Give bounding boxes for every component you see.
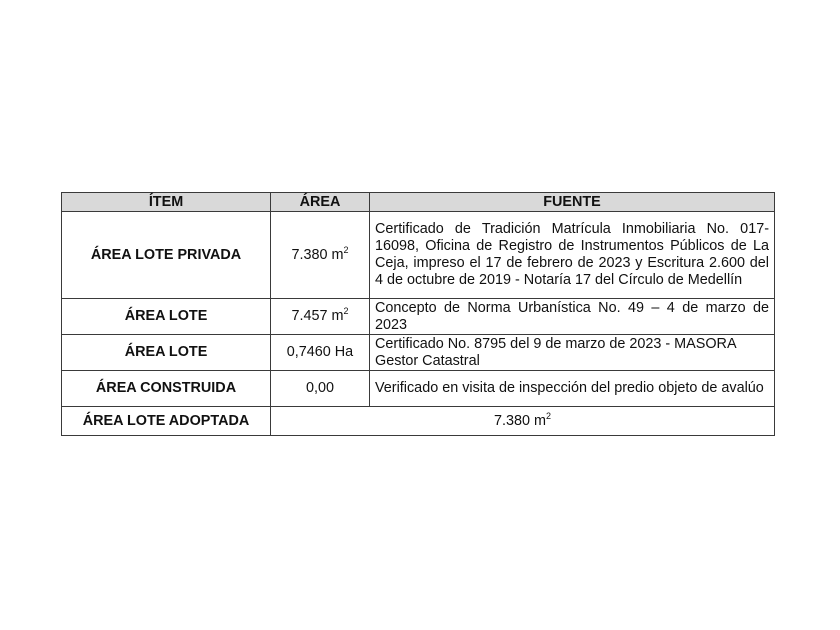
area-value: 0,00 <box>305 380 334 396</box>
row-area <box>271 371 370 407</box>
row-item: ÁREA LOTE PRIVADA <box>62 212 271 299</box>
adopted-item: ÁREA LOTE ADOPTADA <box>62 407 271 436</box>
area-table <box>61 192 775 436</box>
header-fuente: FUENTE <box>370 193 775 212</box>
row-area <box>271 335 370 371</box>
area-value: 0,7460 Ha <box>286 344 354 360</box>
row-fuente: Certificado No. 8795 del 9 de marzo de 2023 - MASORA Gestor Catastral <box>370 335 775 371</box>
table-row <box>62 299 775 335</box>
area-value: 7.380 m <box>291 246 344 263</box>
row-item: ÁREA LOTE <box>62 299 271 335</box>
table-header-row <box>62 193 775 212</box>
row-item: ÁREA LOTE <box>62 335 271 371</box>
row-fuente: Concepto de Norma Urbanística No. 49 – 4 de marzo de 2023 <box>370 299 775 335</box>
row-area <box>271 299 370 335</box>
table-footer-row <box>62 407 775 436</box>
row-fuente: Certificado de Tradición Matrícula Inmobiliaria No. 017-16098, Oficina de Registro de Instrumentos Públicos de La Ceja, impreso el 17 de febrero de 2023 y Escritura 2.600 del 4 de octubre de 2019 - Notaría 17 del Círculo de Medellín <box>370 212 775 299</box>
table-row <box>62 212 775 299</box>
area-value: 7.457 m <box>291 308 344 324</box>
table-row <box>62 335 775 371</box>
area-unit-superscript: 2 <box>545 410 551 421</box>
area-unit-superscript: 2 <box>343 306 349 316</box>
area-unit-superscript: 2 <box>343 244 349 255</box>
header-item: ÍTEM <box>62 193 271 212</box>
row-area <box>271 212 370 299</box>
row-fuente: Verificado en visita de inspección del predio objeto de avalúo <box>370 371 775 407</box>
header-area: ÁREA <box>271 193 370 212</box>
area-value: 7.380 m <box>493 412 546 429</box>
adopted-area <box>271 407 775 436</box>
table-row <box>62 371 775 407</box>
row-item: ÁREA CONSTRUIDA <box>62 371 271 407</box>
